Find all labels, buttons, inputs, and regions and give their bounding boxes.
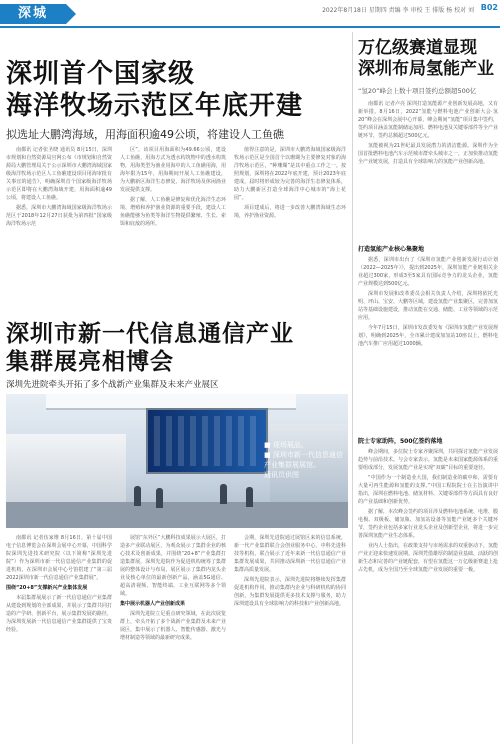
paragraph: 氢能被视为21世纪最具发展潜力的清洁能源。深圳作为全国首批燃料电池汽车示范城市群牵头城市之一，正加快推动氢能全产业链发展，打造具有全球影响力的氢能产业创新高地。 (358, 143, 498, 165)
section-heading: 围绕“20+8”支撑新兴产业集体发展 (6, 585, 88, 591)
section-heading: 集中展示机器人产业创新成果 (120, 601, 186, 607)
paragraph: 深圳市发展和改革委员会相关负责人介绍，深圳将依托光明、坪山、宝安、大鹏等区域，建设氢能产业集聚区，完善加氢站等基础设施建设，推动氢能在交通、储能、工业等领域的示范应用。 (358, 291, 498, 321)
paragraph: 南都讯 记者卢亮 深圳打造氢能源产业创新发展高地，又有新举措。8月16日，2022“氢能与燃料电池产业创新大会·氢20”峰会在深圳会展中心开幕，峰会期间“氢能”项目集中签约，签约项目涵盖氢能制储运加用、燃料电池及关键零部件等全产业链环节，签约总额超过500亿元。 (358, 101, 498, 139)
sidebar-headline[interactable] (358, 38, 498, 80)
photo-caption: ■ 现场展品。 ■ 深圳市新一代信息通信产业集群展展馆。 通讯员供图 (264, 441, 343, 479)
article1-headline[interactable] (6, 58, 346, 122)
article2-column-2 (120, 534, 226, 742)
paragraph: 峰会期间，多位院士专家齐聚深圳，共同探讨氢能产业发展趋势与前沿技术。与会专家表示，氢能是未来国家能源体系的重要组成部分，发展氢能产业是实现“双碳”目标的重要途径。 (358, 449, 498, 471)
section-tag: 深城 (0, 4, 66, 24)
paragraph: 区”，该项目用海面积为49.66公顷，建设人工鱼礁，用海方式为透水构筑物中的透水构筑物，用海类型为渔业用海中的人工鱼礁用海，用海年限为15年，用海期间开展人工鱼礁建设，为大鹏新区海洋生态修复、海洋牧场及休闲渔业发展提供支撑。 (120, 147, 226, 193)
paragraph: 项目建成后，将进一步改善大鹏湾海域生态环境，养护渔业资源。 (234, 205, 346, 219)
photo-visitor (156, 488, 163, 508)
masthead (0, 0, 500, 26)
paragraph: 据悉，深圳市出台了《深圳市氢能产业创新发展行动计划（2022—2025年）》，提出到2025年，深圳氢能产业链相关企业超过300家，形成3至5家具有国际竞争力的龙头企业，氢能产业规模达到500亿元。 (358, 257, 498, 287)
paragraph: 南都讯 记者张圣晓 通讯员 8月15日，深圳市规划和自然资源局官网公布《市规划和自然资源局大鹏管理局关于公示深圳市大鹏湾海域国家级海洋牧场示范区人工鱼礁建设项目用海审批有关事宜的通告》，明确深圳首个国家级海洋牧场示范区即将在大鹏湾海域开建，用海面积逾49公顷，将建设人工鱼礁。 (6, 147, 112, 201)
paragraph: 业内人士指出，在政策支持与市场需求的双重驱动下，氢能产业正迎来快速发展期。深圳凭借雄厚的制造业基础、活跃的创新生态和完善的产业链配套，有望在氢能这一万亿级新赛道上抢占先机，成为全国乃至全球氢能产业发展的重要一极。 (358, 543, 498, 573)
sidebar-section-heading: 打造氢能产业核心集聚地 (358, 246, 425, 253)
paragraph: “中国作为一个制造业大国，我们制造业的碳中和，需要有大量可再生能源和氢能的支撑。”中国工程院院士在主旨演讲中指出，深圳在燃料电池、储氢材料、关键零部件等方面具有良好的产业基础和创新优势。 (358, 475, 498, 505)
paragraph: 据悉，深圳市大鹏湾海域国家级海洋牧场示范区于2018年12月27日获批为第四批“国家级海洋牧场示范 (6, 205, 112, 227)
paragraph: 深圳先进院立足重点研究领域，在此次展览群上，牵头开拓了多个战新产业集群及未来产业展区，集中展示了机器人、智能传感器、激光与增材制造等领域的最新研究成果。 (120, 611, 226, 641)
sidebar-subtitle: “氢20”峰会上数十项目签约总额超500亿 (358, 87, 477, 95)
photo-floor (6, 502, 348, 528)
sidebar-lead (358, 100, 498, 240)
article2-headline[interactable] (6, 320, 346, 376)
sidebar-headline-line1: 万亿级赛道显现 (358, 38, 477, 58)
photo-visitor (220, 484, 227, 504)
article1-column-1 (6, 146, 112, 306)
article2-subtitle: 深圳先进院牵头开拓了多个战新产业集群及未来产业展区 (6, 380, 219, 390)
paragraph: 本届集群展展示了新一代信息通信产业集群从建设到规划的全部成果，并展示了集群共同打造的产学研、创新平台，展示集群发展的路径，为深圳发展新一代信息通信产业集群提供了宝贵经验。 (6, 595, 112, 633)
sidebar-section-2 (358, 448, 498, 744)
article1-column-3 (234, 146, 346, 306)
column-divider (352, 32, 353, 744)
article1-headline-line2: 海洋牧场示范区年底开建 (6, 91, 304, 121)
paragraph: 展馆“东外区”大鹏科技成果展示大展区，打造多产业联动展区，为观众展示了集群企业的核心技术及创新成果，并围绕“20+8”产业集群打造集群展，深圳先进院作为促进机构统筹了集群展的整体设计与布局，展区展示了集群内龙头企业及核心单位的最新创新产品，涵盖5G通信、超高清视频、智能终端、工业互联网等多个领域。 (120, 535, 226, 597)
article2-column-3 (234, 534, 346, 742)
paragraph: 会期，深圳先进院通过展馆区来的信息系统，新一代产业集群联合会创业服务中心，中科先进科技等机构，联合展示了近年来新一代信息通信产业集群发展成果，共同推动深圳新一代信息通信产业集群高质量发展。 (234, 535, 346, 573)
sidebar-section-heading: 院士专家助阵，500亿签约落地 (358, 438, 443, 445)
paragraph: 深圳先进院表示，深圳先进院将继续发挥集群促进机构作用，推动集群内企业与科研机构的协同创新，为集群发展提供更多技术支撑与服务，助力深圳建设具有全球影响力的科技和产业创新高地。 (234, 577, 346, 607)
header-rule (0, 26, 500, 28)
page-number: B02 (480, 3, 498, 12)
article1-headline-line1: 深圳首个国家级 (6, 59, 196, 89)
sidebar-section-1 (358, 256, 498, 432)
article2-headline-line2: 集群展亮相博会 (6, 349, 174, 375)
paragraph: 据了解，人工鱼礁是修复和优化海洋生态环境、增殖和养护渔业资源的重要手段，建设人工鱼礁能够为鱼类等海洋生物提供繁殖、生长、索饵和庇敌的场所。 (120, 197, 226, 227)
paragraph: 据了解，本次峰会签约的项目涉及燃料电池系统、电堆、膜电极、双极板、储氢瓶、加氢站设备等氢能产业链多个关键环节，签约企业包括多家行业龙头企业及创新型企业，将进一步完善深圳氢能产业生态体系。 (358, 509, 498, 539)
dateline: 2022年8月18日 星期四 责编 李 审校 王 排版 杨 校对 刘 (322, 7, 474, 14)
photo-visitor (134, 486, 141, 506)
article2-column-1 (6, 534, 112, 742)
article1-column-2 (120, 146, 226, 306)
photo-visitor (246, 487, 253, 507)
article1-subtitle: 拟选址大鹏湾海域，用海面积逾49公顷，将建设人工鱼礁 (6, 128, 284, 141)
article2-headline-line1: 深圳市新一代信息通信产业 (6, 321, 294, 347)
paragraph: 南都讯 记者伍家维 8月16日，第十届中国电子信息博览会在深圳会展中心开幕，中国科学院深圳先进技术研究院（以下简称“深圳先进院”）作为深圳市新一代信息通信产业集群的促进机构，在深圳市会展中心号馆搭建了“第三届2022深圳市新一代信息通信产业集群展”。 (6, 535, 112, 581)
photo-display-screen (146, 408, 268, 474)
paragraph: 今年7月15日，深圳市发改委发布《深圳市氢能产业发展规划》，明确到2025年，全市累计建成加氢站10座以上，燃料电池汽车推广应用超过1000辆。 (358, 325, 498, 347)
paragraph: 值得注意的是，深圳市大鹏湾海域国家级海洋牧场示范区是全国首个以珊瑚为主要修复对象的海洋牧场示范区，“种珊瑚”是其中重点工作之一。按照规划，深圳将在2022年底开建，预计2023年底建成，届时将形成较为完善的海洋生态修复体系，助力大鹏新区打造全球海洋中心城市的“海上花园”。 (234, 147, 346, 201)
sidebar-headline-line2: 深圳布局氢能产业 (358, 59, 494, 79)
